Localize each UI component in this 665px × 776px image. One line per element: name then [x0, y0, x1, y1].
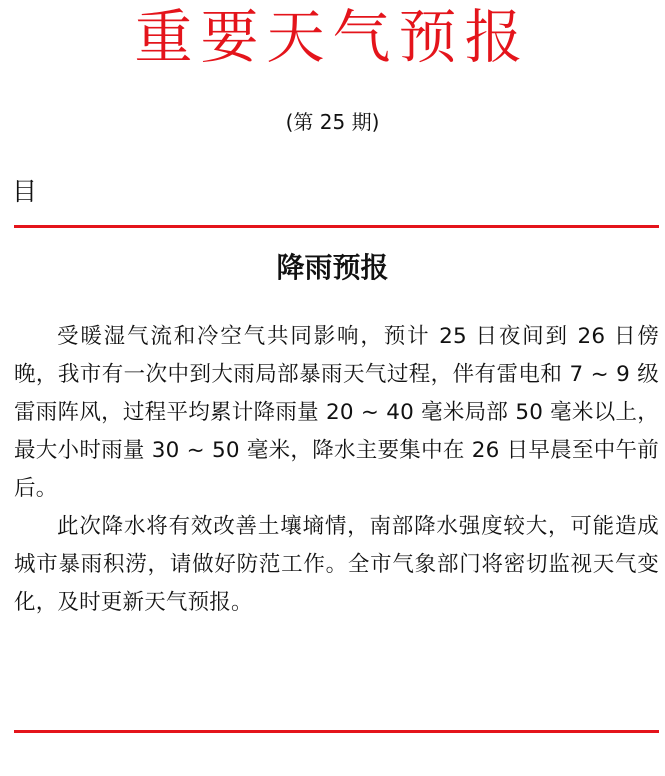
issue-number: (第 25 期) — [285, 110, 380, 134]
paragraph-forecast: 受暖湿气流和冷空气共同影响，预计 25 日夜间到 26 日傍晚，我市有一次中到大雨局部暴雨天气过程，伴有雷电和 7 ~ 9 级雷雨阵风，过程平均累计降雨量 20 ~ 40 毫米局部 50 毫米以上，最大小时雨量 30 ~ 50 毫米，降水主要集中在 26 日早晨至中午前后。 — [14, 324, 659, 501]
footer-divider — [14, 730, 659, 733]
toc-label: 目 — [12, 177, 38, 206]
forecast-body — [14, 318, 659, 622]
header-divider — [14, 225, 659, 228]
paragraph-impact: 此次降水将有效改善土壤墒情，南部降水强度较大，可能造成城市暴雨积涝，请做好防范工作。全市气象部门将密切监视天气变化，及时更新天气预报。 — [14, 514, 659, 615]
document-title: 重要天气预报 — [134, 3, 531, 71]
section-title: 降雨预报 — [276, 251, 389, 284]
